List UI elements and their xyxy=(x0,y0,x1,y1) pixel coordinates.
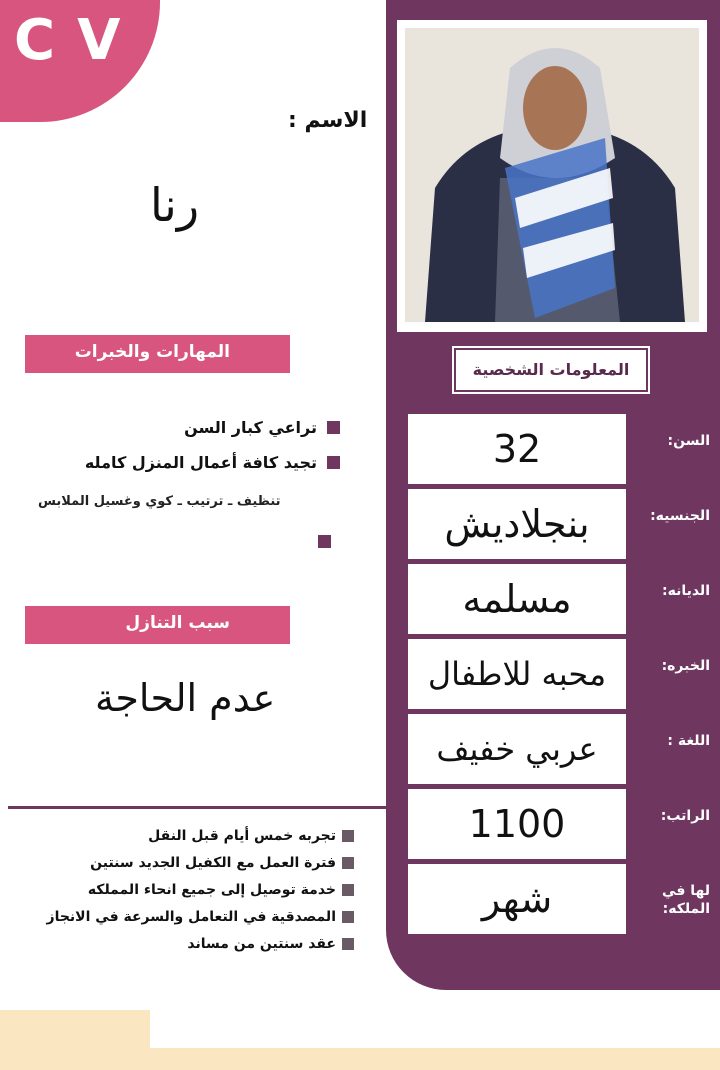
skill-item xyxy=(20,418,340,437)
info-row-experience xyxy=(408,639,718,709)
bullet-square-icon xyxy=(327,456,340,469)
info-value: عربي خفيف xyxy=(408,714,626,784)
info-label: السن: xyxy=(667,433,710,449)
skill-item xyxy=(20,453,340,472)
skill-note: تنظيف ـ ترتيب ـ كوي وغسيل الملابس xyxy=(38,494,281,509)
info-value: بنجلاديش xyxy=(408,489,626,559)
person-photo-icon xyxy=(405,28,699,322)
list-item xyxy=(8,903,354,930)
bullet-square-icon xyxy=(342,830,354,842)
info-label: الخبره: xyxy=(661,658,710,674)
info-value: 32 xyxy=(408,414,626,484)
info-row-religion xyxy=(408,564,718,634)
list-item xyxy=(8,822,354,849)
info-row-language xyxy=(408,714,718,784)
list-item-text: خدمة توصيل إلى جميع انحاء المملكه xyxy=(87,881,336,898)
list-item xyxy=(8,849,354,876)
info-value: 1100 xyxy=(408,789,626,859)
list-item xyxy=(8,876,354,903)
footer-decoration xyxy=(0,1010,150,1070)
cv-badge-text: CV xyxy=(14,8,143,73)
reason-section-title: سبب التنازل xyxy=(25,606,290,644)
info-label: الراتب: xyxy=(660,808,710,824)
list-item-text: فترة العمل مع الكفيل الجديد سنتين xyxy=(90,854,336,871)
bullet-square-icon xyxy=(318,535,331,548)
info-label: لها في الملكه: xyxy=(662,883,710,917)
bullet-square-icon xyxy=(342,911,354,923)
skills-list xyxy=(20,418,340,488)
list-item xyxy=(8,930,354,957)
skill-text: تجيد كافة أعمال المنزل كامله xyxy=(84,453,317,472)
info-row-duration xyxy=(408,864,718,934)
info-value: محبه للاطفال xyxy=(408,639,626,709)
info-label: الديانه: xyxy=(661,583,710,599)
bullet-square-icon xyxy=(342,857,354,869)
reason-value: عدم الحاجة xyxy=(95,676,276,720)
bullet-square-icon xyxy=(342,884,354,896)
info-row-salary xyxy=(408,789,718,859)
profile-photo xyxy=(397,20,707,332)
list-item-text: عقد سنتين من مساند xyxy=(187,935,336,952)
skill-text: تراعي كبار السن xyxy=(184,418,317,437)
info-label: اللغة : xyxy=(667,733,710,749)
name-value: رنا xyxy=(150,178,200,232)
info-value: مسلمه xyxy=(408,564,626,634)
bullet-square-icon xyxy=(342,938,354,950)
terms-list xyxy=(8,822,354,957)
personal-info-title: المعلومات الشخصية xyxy=(454,348,648,392)
list-item-text: المصدقية في التعامل والسرعة في الانجاز xyxy=(46,908,336,925)
list-item-text: تجربه خمس أيام قبل النقل xyxy=(148,827,336,844)
footer-strip xyxy=(150,1048,720,1070)
skills-section-title: المهارات والخبرات xyxy=(25,335,290,373)
info-row-age xyxy=(408,414,718,484)
info-label: الجنسيه: xyxy=(650,508,710,524)
name-label: الاسم : xyxy=(288,108,368,133)
info-value: شهر xyxy=(408,864,626,934)
section-divider xyxy=(8,806,388,809)
bullet-square-icon xyxy=(327,421,340,434)
info-row-nationality xyxy=(408,489,718,559)
